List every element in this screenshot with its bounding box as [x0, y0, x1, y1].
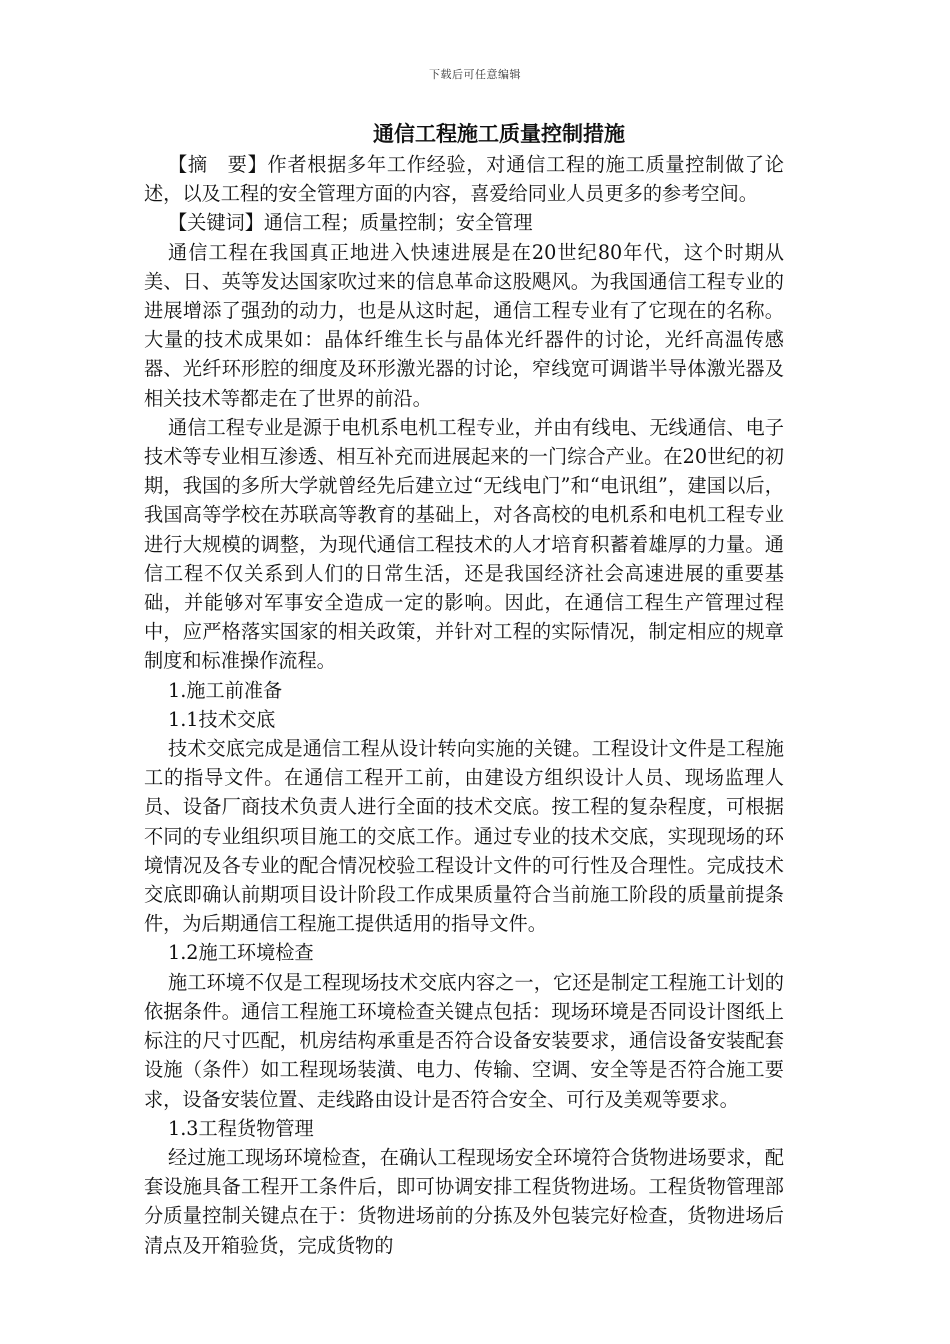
section-heading-1-3: 1.3工程货物管理 [168, 1116, 314, 1140]
section-heading-1-1: 1.1技术交底 [168, 707, 276, 731]
paragraph-tech-briefing: 技术交底完成是通信工程从设计转向实施的关键。工程设计文件是工程施工的指导文件。在通信工程开工前，由建设方组织设计人员、现场监理人员、设备厂商技术负责人进行全面的技术交底。按工程的复杂程度，可根据不同的专业组织项目施工的交底工作。通过专业的技术交底，实现现场的环境情况及各专业的配合情况校验工程设计文件的可行性及合理性。完成技术交底即确认前期项目设计阶段工作成果质量符合当前施工阶段的质量前提条件，为后期通信工程施工提供适用的指导文件。 [144, 737, 784, 936]
paragraph-abstract: 【摘 要】作者根据多年工作经验，对通信工程的施工质量控制做了论述，以及工程的安全管理方面的内容，喜爱给同业人员更多的参考空间。 [144, 153, 784, 206]
paragraph-environment-check: 施工环境不仅是工程现场技术交底内容之一，它还是制定工程施工计划的依据条件。通信工程施工环境检查关键点包括：现场环境是否同设计图纸上标注的尺寸匹配，机房结构承重是否符合设备安装要求，通信设备安装配套设施（条件）如工程现场装潢、电力、传输、空调、安全等是否符合施工要求，设备安装位置、走线路由设计是否符合安全、可行及美观等要求。 [144, 970, 784, 1111]
paragraph-intro: 通信工程在我国真正地进入快速进展是在20世纪80年代，这个时期从美、日、英等发达国家吹过来的信息革命这股飓风。为我国通信工程专业的进展增添了强劲的动力，也是从这时起，通信工程专业有了它现在的名称。大量的技术成果如：晶体纤维生长与晶体光纤器件的讨论，光纤高温传感器、光纤环形腔的细度及环形激光器的讨论，窄线宽可调谐半导体激光器及相关技术等都走在了世界的前沿。 [144, 240, 784, 410]
header-note: 下载后可任意编辑 [429, 68, 521, 81]
paragraph-goods-management: 经过施工现场环境检查，在确认工程现场安全环境符合货物进场要求，配套设施具备工程开工条件后，即可协调安排工程货物进场。工程货物管理部分质量控制关键点在于：货物进场前的分拣及外包装完好检查，货物进场后清点及开箱验货，完成货物的 [144, 1145, 784, 1257]
document-body [144, 118, 784, 1260]
paragraph-background: 通信工程专业是源于电机系电机工程专业，并由有线电、无线通信、电子技术等专业相互渗透、相互补充而进展起来的一门综合产业。在20世纪的初期，我国的多所大学就曾经先后建立过“无线电门”和“电讯组”，建国以后，我国高等学校在苏联高等教育的基础上，对各高校的电机系和电机工程专业进行大规模的调整，为现代通信工程技术的人才培育积蓄着雄厚的力量。通信工程不仅关系到人们的日常生活，还是我国经济社会高速进展的重要基础，并能够对军事安全造成一定的影响。因此，在通信工程生产管理过程中，应严格落实国家的相关政策，并针对工程的实际情况，制定相应的规章制度和标准操作流程。 [144, 415, 784, 673]
section-heading-1: 1.施工前准备 [168, 678, 283, 702]
section-heading-1-2: 1.2施工环境检查 [168, 941, 314, 965]
paragraph-keywords: 【关键词】通信工程；质量控制；安全管理 [168, 211, 533, 235]
page-title: 通信工程施工质量控制措施 [373, 121, 625, 146]
